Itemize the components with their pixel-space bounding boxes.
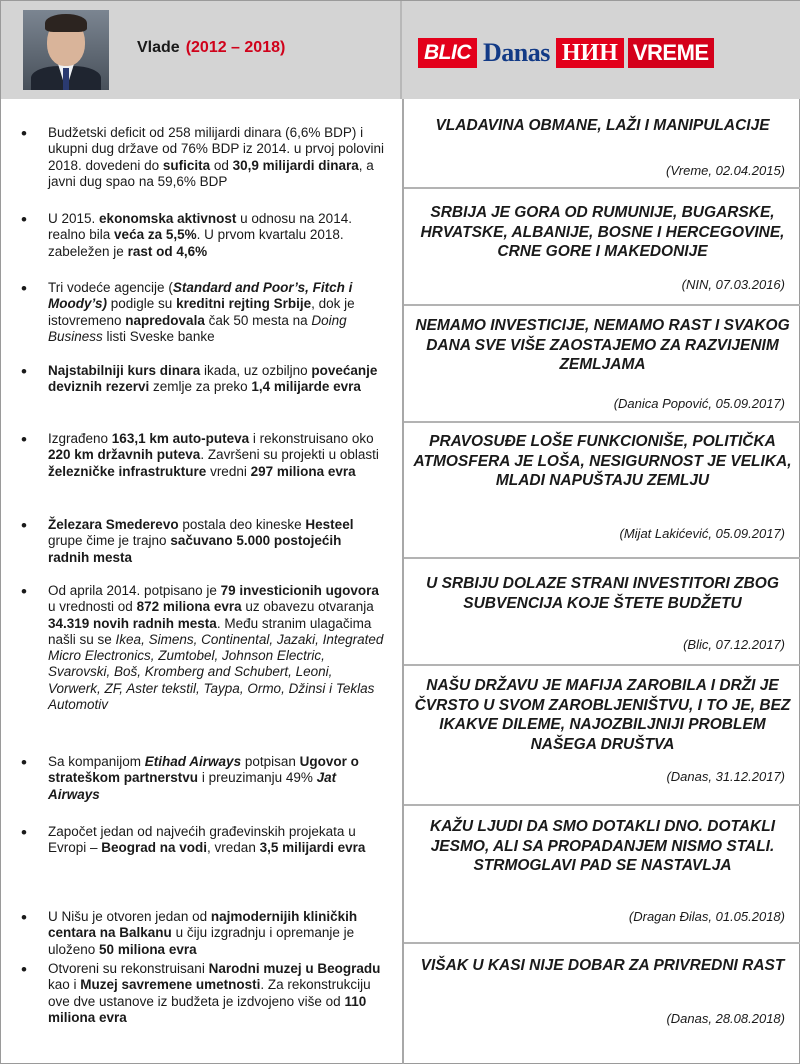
achievement-text (48, 754, 386, 803)
text-run: Železara Smederevo (48, 517, 179, 532)
text-run: rast od 4,6% (127, 243, 208, 259)
header-left (1, 1, 402, 99)
title-name: Vlade (137, 39, 180, 56)
text-run: Od aprila 2014. potpisano je (48, 583, 221, 598)
text-run: . Među stranim ulagačima našli su se (48, 615, 372, 647)
text-run: od (210, 157, 233, 173)
text-run: 1,4 milijarde evra (251, 379, 361, 395)
header (1, 1, 800, 99)
text-run: podigle su (107, 296, 177, 312)
media-logos (418, 36, 714, 70)
achievement-text (48, 517, 386, 566)
achievement-text (48, 431, 386, 480)
bullet-dot-icon: • (21, 753, 27, 772)
bullet-dot-icon: • (21, 210, 27, 229)
quote-headline: VIŠAK U KASI NIJE DOBAR ZA PRIVREDNI RAST (420, 957, 785, 974)
text-run: 297 miliona evra (250, 463, 356, 479)
bullet-dot-icon: • (21, 279, 27, 298)
bullet-dot-icon: • (21, 823, 27, 842)
bullet-dot-icon: • (21, 516, 27, 535)
text-run: 163,1 km auto-puteva (111, 431, 250, 446)
photo-hair (45, 14, 87, 32)
text-run: Sa kompanijom (48, 754, 145, 769)
bullet-dot-icon: • (21, 960, 27, 979)
text-run: suficita (162, 157, 211, 173)
quote-source: (Dragan Đilas, 01.05.2018) (628, 909, 785, 924)
quote-separator (404, 304, 800, 306)
text-run: , a javni dug spao na 59,6% BDP (48, 157, 374, 189)
header-right (402, 1, 800, 99)
text-run: Etihad Airways (144, 754, 242, 769)
quote-headline: NAŠU DRŽAVU JE MAFIJA ZAROBILA I DRŽI JE ČVRSTO U SVOM ZAROBLJENIŠTVU, I TO JE, BEZ IKAKVE DILEME, NAJOZBILJNIJI PROBLEM NAŠEGA DRUŠTVA (414, 677, 791, 753)
quote-source: (Vreme, 02.04.2015) (666, 163, 785, 178)
text-run: kao i (48, 977, 81, 993)
bullet-dot-icon: • (21, 430, 27, 449)
text-run: U 2015. (48, 211, 100, 226)
bullet-dot-icon: • (21, 362, 27, 381)
text-run: zemlje za preko (149, 379, 252, 395)
quote-separator (404, 421, 800, 423)
text-run: najmodernijih kliničkih centara na Balkanu (48, 909, 358, 941)
text-run: vredni (206, 463, 251, 479)
text-run: veća za 5,5% (114, 227, 197, 243)
text-run: Budžetski deficit od 258 milijardi dinara (6,6% BDP) i ukupni dug države od 76% BDP iz 2014. u prvoj polovini 2018. dovedeni do (48, 125, 384, 173)
nin-logo: НИН (556, 38, 624, 68)
quote-headline: U SRBIJU DOLAZE STRANI INVESTITORI ZBOG SUBVENCIJA KOJE ŠTETE BUDŽETU (426, 575, 779, 612)
achievement-text (48, 583, 386, 713)
portrait-photo (23, 10, 109, 90)
text-run: u odnosu na 2014. realno bila (48, 211, 352, 243)
text-run: Narodni muzej u Beogradu (208, 961, 381, 976)
text-run: u vrednosti od (48, 599, 137, 615)
quote-headline: KAŽU LJUDI DA SMO DOTAKLI DNO. DOTAKLI JESMO, ALI SA PROPADANJEM NISMO STALI. STRMOGLAVI PAD SE NASTAVLJA (430, 818, 775, 874)
achievement-text (48, 824, 386, 857)
achievement-text (48, 280, 386, 345)
text-run: Ikea, Simens, Continental, Jazaki, Integrated Micro Electronics, Zumtobel, Johnson Electric, Svarovski, Boš, Kromberg and Schubert, Leoni, Vorwerk, ZF, Aster tekstil, Taypa, Ormo, Džinsi i Teklas Automotiv (48, 631, 384, 713)
text-run: 220 km državnih puteva (48, 447, 201, 463)
text-run: ekonomska aktivnost (99, 211, 237, 226)
text-run: Jat Airways (48, 770, 337, 802)
text-run: kreditni rejting Srbije (176, 296, 312, 312)
text-run: Beograd na vodi (101, 840, 208, 856)
quote-separator (404, 187, 800, 189)
achievement-text (48, 363, 386, 396)
achievement-text (48, 125, 386, 190)
text-run: Započet jedan od najvećih građevinskih projekata u Evropi – (48, 824, 356, 856)
photo-tie (63, 68, 69, 90)
text-run: . Za rekonstrukciju ove dve ustanove iz budžeta je izdvojeno više od (48, 977, 371, 1009)
text-run: , dok je istovremeno (48, 296, 355, 328)
bullet-dot-icon: • (21, 124, 27, 143)
text-run: Otvoreni su rekonstruisani (48, 961, 209, 976)
text-run: Tri vodeće agencije ( (48, 280, 173, 295)
quote-separator (404, 804, 800, 806)
text-run: Izgrađeno (48, 431, 112, 446)
text-run: 30,9 milijardi dinara (232, 157, 359, 173)
vreme-logo: VREME (628, 38, 714, 68)
quote-source: (Blic, 07.12.2017) (683, 637, 785, 652)
quote-separator (404, 664, 800, 666)
text-run: potpisan (241, 754, 300, 769)
text-run: 872 miliona evra (136, 599, 242, 615)
quote-headline: PRAVOSUĐE LOŠE FUNKCIONIŠE, POLITIČKA ATMOSFERA JE LOŠA, NESIGURNOST JE VELIKA, MLADI NAPUŠTAJU ZEMLJU (413, 433, 792, 489)
quote-separator (404, 557, 800, 559)
quotes-column (404, 99, 800, 1064)
quote-headline: VLADAVINA OBMANE, LAŽI I MANIPULACIJE (435, 117, 770, 134)
bullet-dot-icon: • (21, 908, 27, 927)
danas-logo: Danas (483, 38, 550, 67)
achievement-text (48, 211, 386, 260)
text-run: železničke infrastrukture (48, 463, 207, 479)
quote-separator (404, 942, 800, 944)
text-run: čak 50 mesta na (204, 312, 312, 328)
text-run: 50 miliona evra (99, 941, 197, 957)
text-run: listi Sveske banke (102, 328, 215, 344)
text-run: povećanje deviznih rezervi (48, 363, 378, 395)
text-run: postala deo kineske (178, 517, 306, 532)
text-run: . Završeni su projekti u oblasti (200, 447, 379, 463)
text-run: . U prvom kvartalu 2018. zabeležen je (48, 227, 344, 259)
text-run: sačuvano 5.000 postojećih radnih mesta (48, 533, 342, 565)
text-run: Doing Business (48, 312, 347, 344)
page-title (137, 39, 285, 57)
text-run: Muzej savremene umetnosti (80, 977, 261, 993)
text-run: uz obavezu otvaranja (241, 599, 374, 615)
quote-source: (Mijat Lakićević, 05.09.2017) (619, 526, 785, 541)
text-run: , vredan (207, 840, 260, 856)
text-run: 3,5 milijardi evra (259, 840, 366, 856)
achievement-text (48, 909, 386, 958)
quote-headline: SRBIJA JE GORA OD RUMUNIJE, BUGARSKE, HRVATSKE, ALBANIJE, BOSNE I HERCEGOVINE, CRNE GORE I MAKEDONIJE (420, 204, 785, 260)
text-run: u čiju izgradnju i opremanje je uloženo (48, 925, 355, 957)
text-run: napredovala (125, 312, 205, 328)
quote-headline: NEMAMO INVESTICIJE, NEMAMO RAST I SVAKOG DANA SVE VIŠE ZAOSTAJEMO ZA RAZVIJENIM ZEMLJAMA (415, 317, 790, 373)
quote-source: (Danica Popović, 05.09.2017) (613, 396, 785, 411)
blic-logo: BLIC (418, 38, 477, 68)
title-years: (2012 – 2018) (185, 39, 286, 56)
text-run: Najstabilniji kurs dinara (48, 363, 201, 378)
achievements-column (1, 99, 402, 1064)
quote-source: (Danas, 31.12.2017) (666, 769, 785, 784)
text-run: i rekonstruisano oko (249, 431, 374, 446)
text-run: Ugovor o strateškom partnerstvu (48, 754, 359, 786)
text-run: Standard and Poor’s, Fitch i Moody’s) (48, 280, 353, 312)
quote-source: (NIN, 07.03.2016) (681, 277, 785, 292)
achievement-text (48, 961, 386, 1026)
text-run: ikada, uz ozbiljno (200, 363, 312, 378)
text-run: U Nišu je otvoren jedan od (48, 909, 211, 924)
quote-source: (Danas, 28.08.2018) (666, 1011, 785, 1026)
text-run: 110 miliona evra (48, 993, 367, 1025)
text-run: 79 investicionih ugovora (220, 583, 379, 598)
bullet-dot-icon: • (21, 582, 27, 601)
text-run: grupe čime je trajno (48, 533, 171, 549)
text-run: Hesteel (305, 517, 354, 532)
text-run: 34.319 novih radnih mesta (48, 615, 217, 631)
text-run: i preuzimanju 49% (198, 770, 317, 786)
